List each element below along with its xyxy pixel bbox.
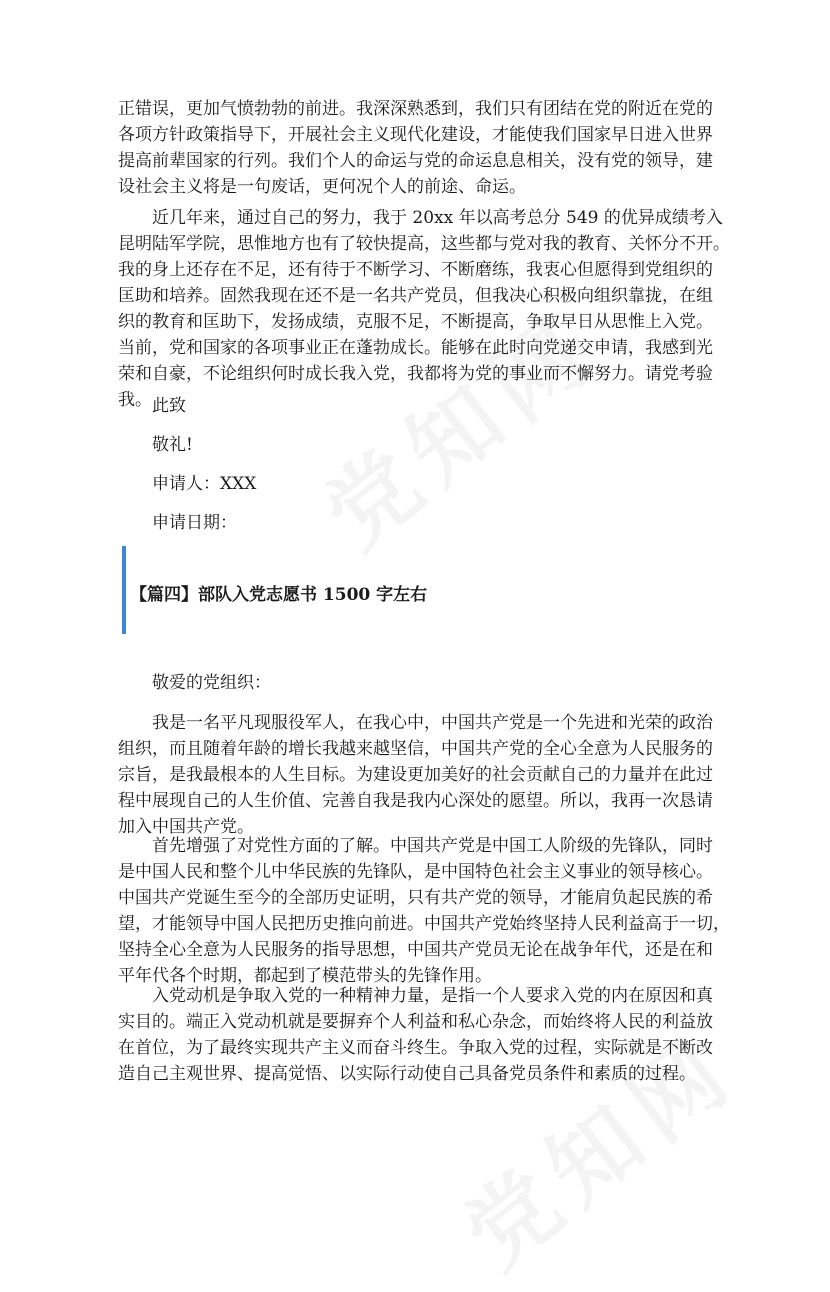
text-line: 入党动机是争取入党的一种精神力量，是指一个人要求入党的内在原因和真 <box>152 986 713 1006</box>
salutation: 敬爱的党组织： <box>152 673 271 693</box>
text-line: 坚持全心全意为人民服务的指导思想，中国共产党员无论在战争年代，还是在和 <box>118 940 713 960</box>
text-line: 是中国人民和整个儿中华民族的先锋队，是中国特色社会主义事业的领导核心。 <box>118 862 713 882</box>
text-line: 当前，党和国家的各项事业正在蓬勃成长。能够在此时向党递交申请，我感到光 <box>118 338 713 358</box>
text-line: 近几年来，通过自己的努力，我于 20xx 年以高考总分 549 的优异成绩考入 <box>152 208 723 228</box>
text-line: 望，才能领导中国人民把历史推向前进。中国共产党始终坚持人民利益高于一切， <box>118 914 730 934</box>
text-line: 我的身上还存在不足，还有待于不断学习、不断磨练，我衷心但愿得到党组织的 <box>118 260 713 280</box>
text-line: 荣和自豪，不论组织何时成长我入党，我都将为党的事业而不懈努力。请党考验 <box>118 364 713 384</box>
text-line: 在首位，为了最终实现共产主义而奋斗终生。争取入党的过程，实际就是不断改 <box>118 1038 713 1058</box>
text-line: 提高前辈国家的行列。我们个人的命运与党的命运息息相关，没有党的领导，建 <box>118 151 713 171</box>
text-line: 中国共产党诞生至今的全部历史证明，只有共产党的领导，才能肩负起民族的希 <box>118 888 713 908</box>
paragraph-3 <box>118 710 718 840</box>
text-line: 我是一名平凡现服役军人，在我心中，中国共产党是一个先进和光荣的政治 <box>152 713 713 733</box>
text-line: 正错误，更加气愤勃勃的前进。我深深熟悉到，我们只有团结在党的附近在党的 <box>118 99 713 119</box>
text-line: 昆明陆军学院，思惟地方也有了较快提高，这些都与党对我的教育、关怀分不开。 <box>118 234 730 254</box>
text-line: 程中展现自己的人生价值、完善自我是我内心深处的愿望。所以，我再一次恳请 <box>118 791 713 811</box>
section-title: 【篇四】部队入党志愿书 1500 字左右 <box>130 585 428 605</box>
closing-jingli: 敬礼! <box>152 435 193 455</box>
paragraph-4 <box>118 833 730 989</box>
text-line: 造自己主观世界、提高觉悟、以实际行动使自己具备党员条件和素质的过程。 <box>118 1064 696 1084</box>
text-line: 组织，而且随着年龄的增长我越来越坚信，中国共产党的全心全意为人民服务的 <box>118 739 713 759</box>
text-line: 加入中国共产党。 <box>118 817 254 837</box>
text-line: 首先增强了对党性方面的了解。中国共产党是中国工人阶级的先锋队，同时 <box>152 836 713 856</box>
text-line: 织的教育和匡助下，发扬成绩，克服不足，不断提高，争取早日从思惟上入党。 <box>118 312 713 332</box>
section-accent-bar <box>122 546 126 634</box>
applicant-name: 申请人：XXX <box>152 474 257 494</box>
text-line: 匡助和培养。固然我现在还不是一名共产党员，但我决心积极向组织靠拢，在组 <box>118 286 713 306</box>
paragraph-5 <box>118 983 718 1087</box>
application-date: 申请日期： <box>152 513 237 533</box>
text-line: 设社会主义将是一句废话，更何况个人的前途、命运。 <box>118 177 526 197</box>
text-line: 平年代各个时期，都起到了模范带头的先锋作用。 <box>118 966 492 986</box>
closing-cizhi: 此致 <box>152 396 186 416</box>
text-line: 我。 <box>118 390 152 410</box>
paragraph-2 <box>118 205 730 413</box>
text-line: 实目的。端正入党动机就是要摒弃个人利益和私心杂念，而始终将人民的利益放 <box>118 1012 713 1032</box>
paragraph-1 <box>118 96 718 200</box>
text-line: 各项方针政策指导下，开展社会主义现代化建设，才能使我们国家早日进入世界 <box>118 125 713 145</box>
text-line: 宗旨，是我最根本的人生目标。为建设更加美好的社会贡献自己的力量并在此过 <box>118 765 713 785</box>
